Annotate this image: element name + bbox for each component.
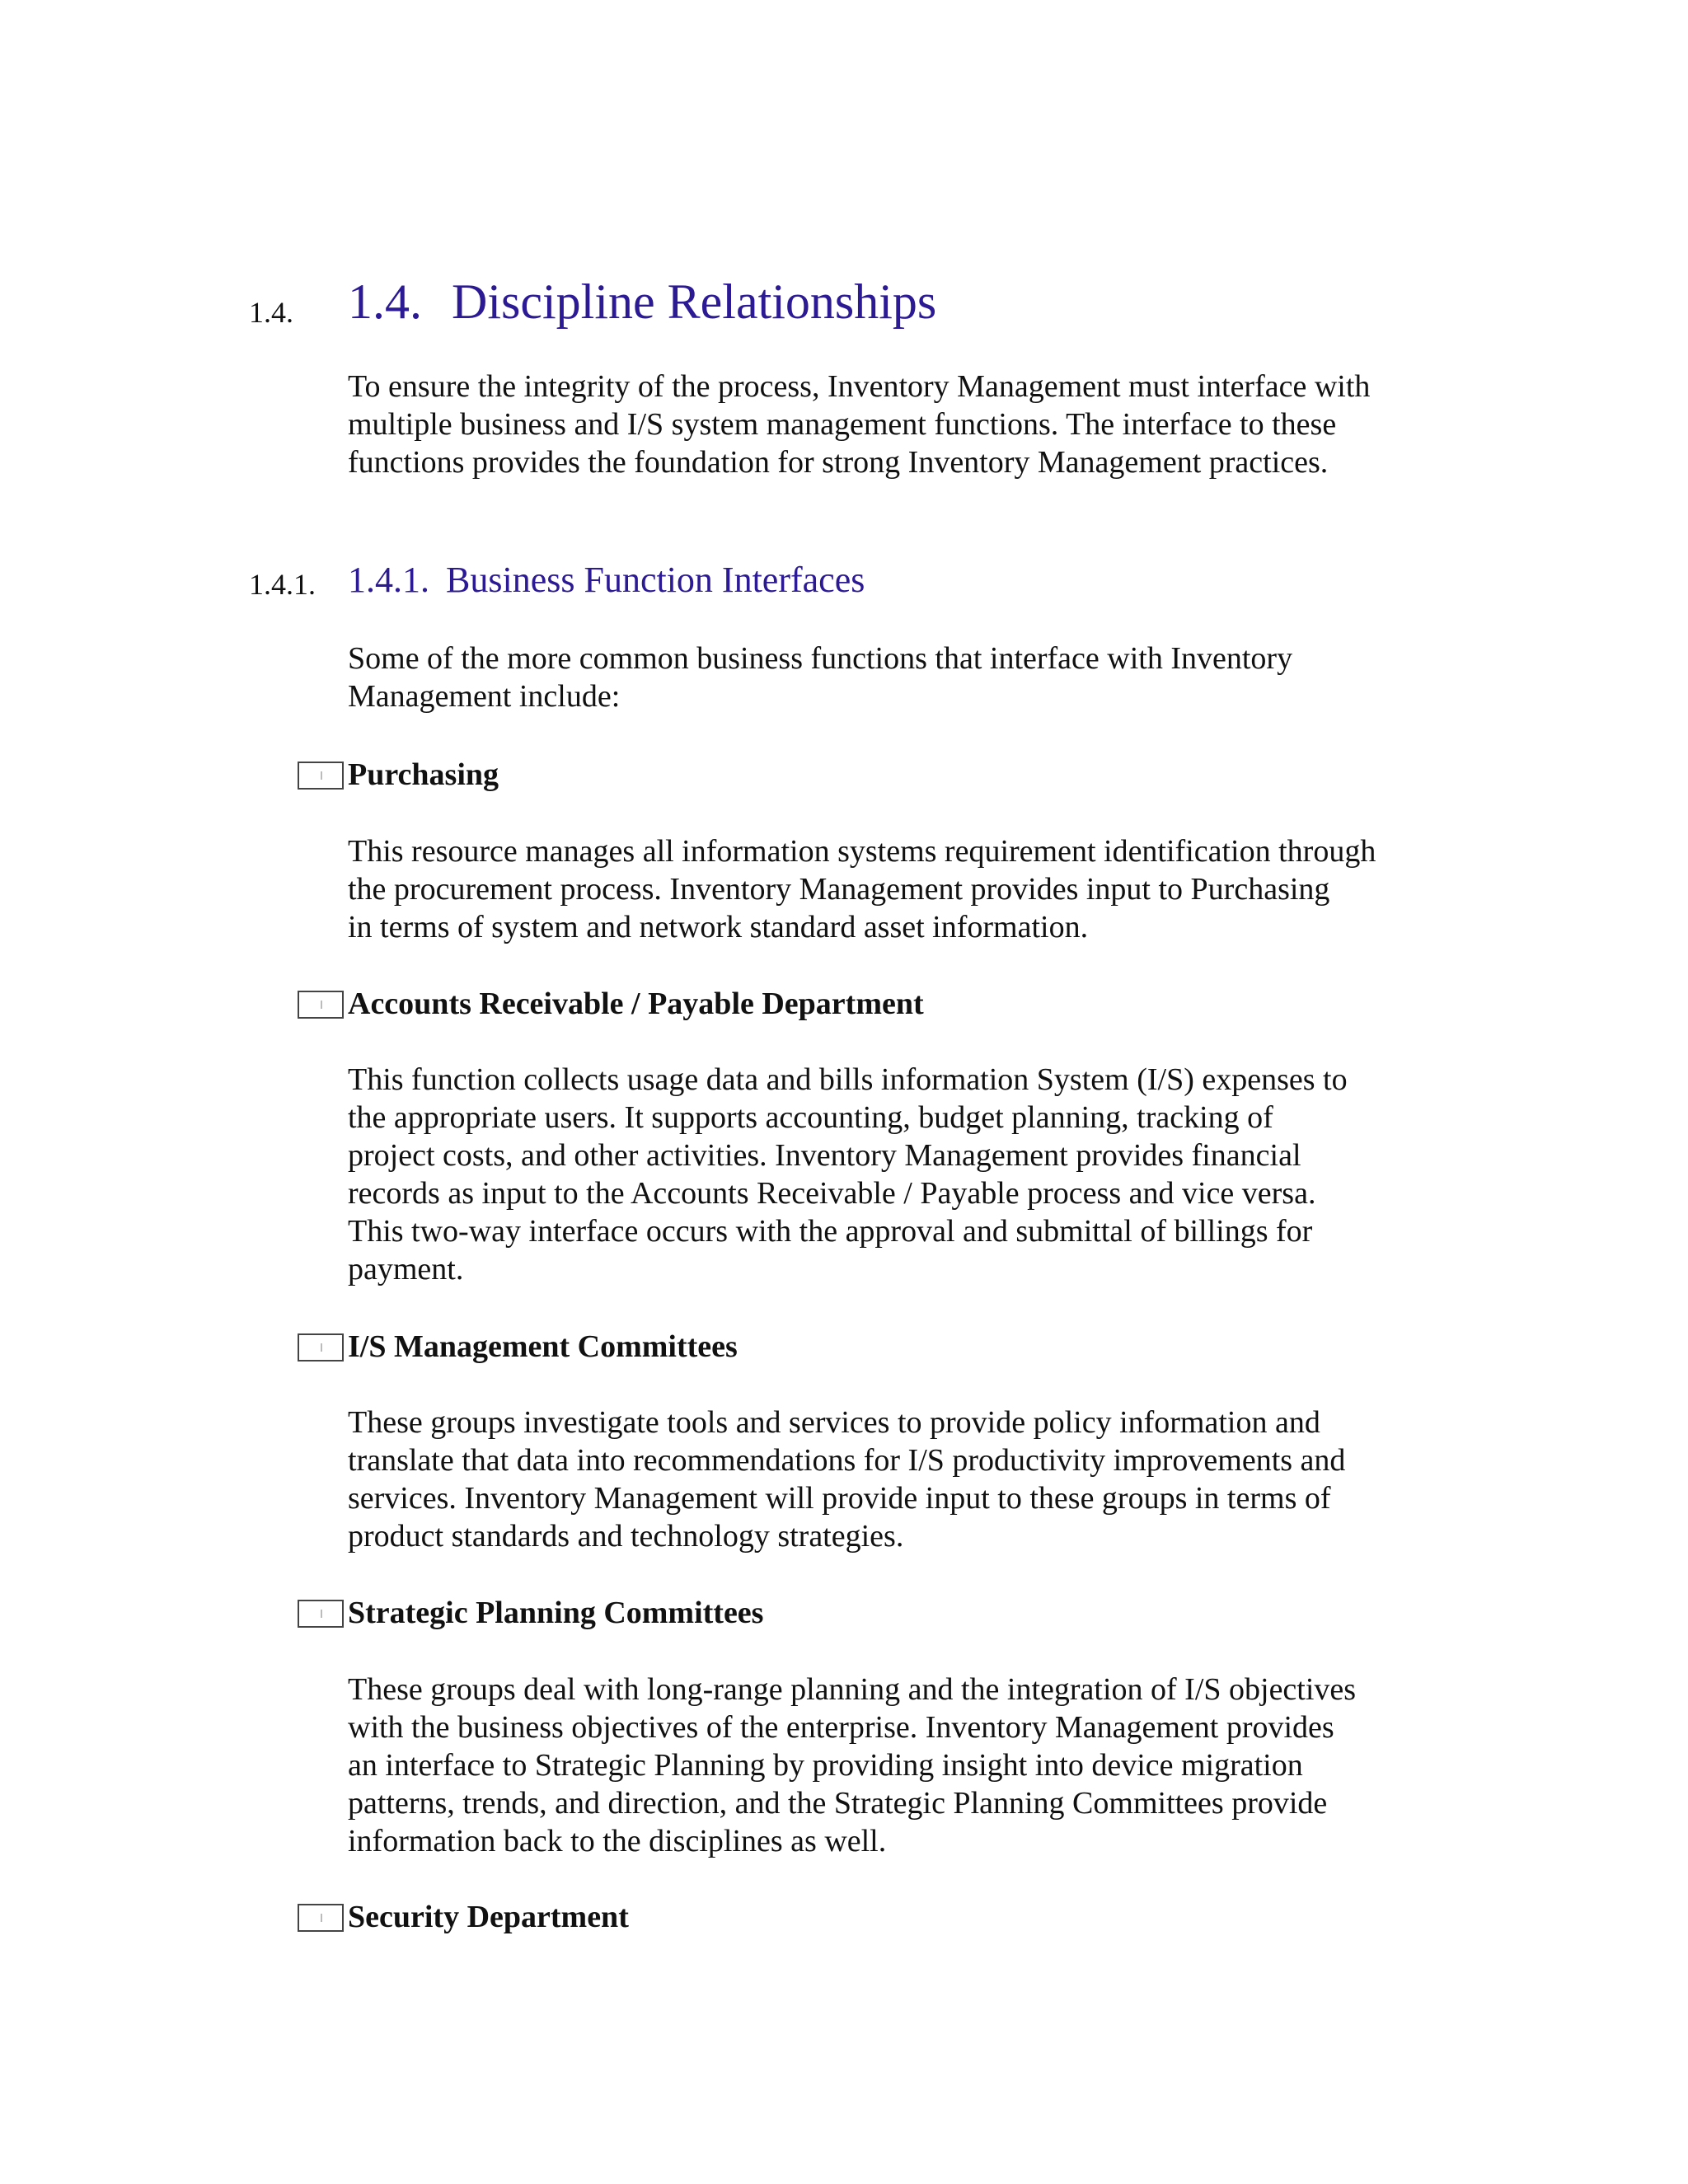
section-intro-line: functions provides the foundation for strong Inventory Management practices. [348,445,1329,480]
list-item-title: Security Department [348,1900,629,1934]
description-line: the appropriate users. It supports accounting, budget planning, tracking of [348,1100,1273,1135]
description-line: an interface to Strategic Planning by providing insight into device migration [348,1748,1303,1783]
section-heading-row [0,274,1688,340]
list-item-description [348,1061,1452,1288]
description-line: with the business objectives of the enterprise. Inventory Management provides [348,1710,1334,1745]
description-line: the procurement process. Inventory Management provides input to Purchasing [348,872,1330,907]
subsection-intro-line: Management include: [348,679,621,714]
list-item-heading [0,986,1688,1027]
subsection-intro-paragraph [348,640,1452,715]
description-line: product standards and technology strategies. [348,1519,904,1554]
description-line: These groups deal with long-range planning and the integration of I/S objectives [348,1672,1357,1707]
description-line: patterns, trends, and direction, and the Strategic Planning Committees provide [348,1786,1328,1821]
checkbox-bullet-icon [298,1333,344,1361]
checkbox-bullet-icon [298,991,344,1019]
list-item-heading [0,1329,1688,1370]
list-item-description [348,832,1452,946]
checkbox-bullet-icon [298,1904,344,1932]
subsection-heading-row [0,559,1688,608]
description-line: This resource manages all information systems requirement identification through [348,834,1376,869]
section-intro-line: multiple business and I/S system management functions. The interface to these [348,407,1337,442]
section-margin-number: 1.4. [249,296,293,329]
description-line: payment. [348,1252,464,1286]
subsection-heading-number: 1.4.1. [348,560,429,600]
description-line: These groups investigate tools and services to provide policy information and [348,1405,1320,1440]
checkbox-bullet-icon [298,762,344,790]
description-line: in terms of system and network standard asset information. [348,910,1089,944]
section-heading-title: Discipline Relationships [452,274,937,329]
list-item-description [348,1671,1452,1860]
description-line: records as input to the Accounts Receivable / Payable process and vice versa. [348,1176,1316,1211]
description-line: project costs, and other activities. Inventory Management provides financial [348,1138,1301,1173]
description-line: translate that data into recommendations for I/S productivity improvements and [348,1443,1346,1478]
subsection-heading-title: Business Function Interfaces [446,560,865,600]
list-item-heading [0,1899,1688,1940]
description-line: information back to the disciplines as well. [348,1824,887,1858]
list-item-title: Strategic Planning Committees [348,1596,764,1630]
section-heading-number: 1.4. [348,274,422,329]
description-line: This two-way interface occurs with the approval and submittal of billings for [348,1214,1313,1249]
list-item-heading [0,757,1688,798]
list-item-title: I/S Management Committees [348,1329,738,1364]
section-heading [348,274,936,330]
list-item-description [348,1404,1452,1555]
subsection-margin-number: 1.4.1. [249,568,316,601]
description-line: This function collects usage data and bills information System (I/S) expenses to [348,1062,1348,1097]
list-item-heading [0,1595,1688,1636]
subsection-intro-line: Some of the more common business functions that interface with Inventory [348,641,1293,676]
section-intro-paragraph [348,368,1452,481]
checkbox-bullet-icon [298,1600,344,1628]
list-item-title: Purchasing [348,757,499,792]
description-line: services. Inventory Management will provide input to these groups in terms of [348,1481,1331,1516]
list-item-title: Accounts Receivable / Payable Department [348,987,924,1021]
subsection-heading [348,559,865,601]
section-intro-line: To ensure the integrity of the process, Inventory Management must interface with [348,369,1371,404]
